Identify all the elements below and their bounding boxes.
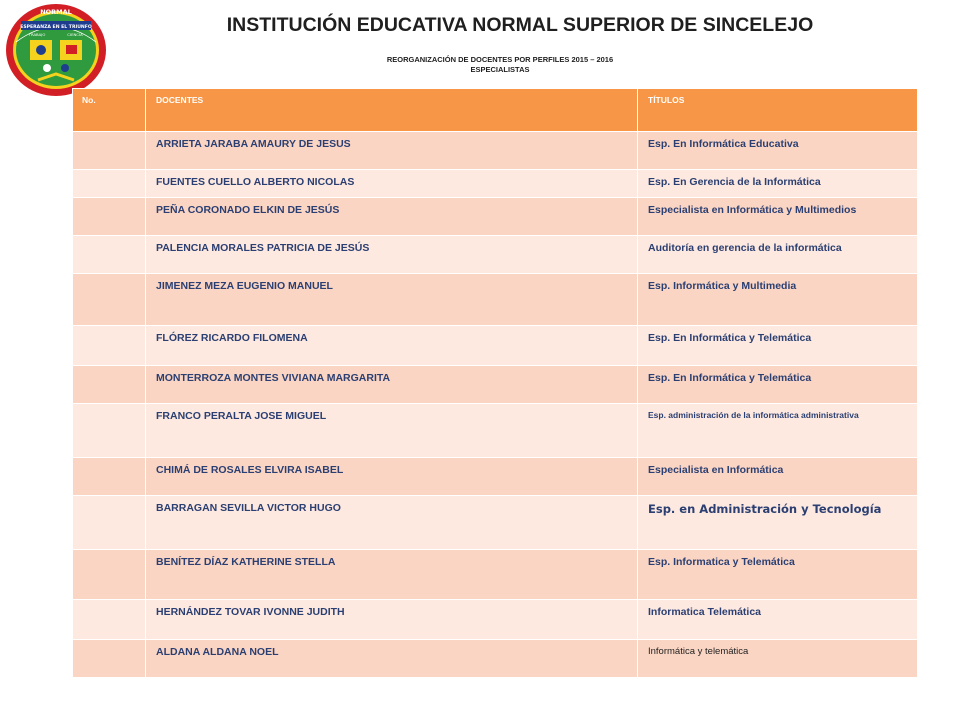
cell-docente: FUENTES CUELLO ALBERTO NICOLAS [146, 170, 638, 198]
cell-no [73, 132, 146, 170]
cell-docente: ARRIETA JARABA AMAURY DE JESUS [146, 132, 638, 170]
cell-titulo: Esp. Informatica y Telemática [638, 550, 918, 600]
cell-no [73, 366, 146, 404]
cell-docente: MONTERROZA MONTES VIVIANA MARGARITA [146, 366, 638, 404]
cell-docente: FLÓREZ RICARDO FILOMENA [146, 326, 638, 366]
logo-left-word: TRABAJO [28, 32, 46, 37]
cell-titulo: Auditoría en gerencia de la informática [638, 236, 918, 274]
cell-titulo: Informática y telemática [638, 640, 918, 678]
table-row [73, 366, 918, 404]
cell-no [73, 236, 146, 274]
cell-titulo: Esp. En Informática y Telemática [638, 326, 918, 366]
cell-docente: PALENCIA MORALES PATRICIA DE JESÚS [146, 236, 638, 274]
cell-docente: CHIMÁ DE ROSALES ELVIRA ISABEL [146, 458, 638, 496]
table-row [73, 640, 918, 678]
table-row [73, 600, 918, 640]
cell-no [73, 550, 146, 600]
cell-no [73, 496, 146, 550]
table-row [73, 326, 918, 366]
cell-no [73, 404, 146, 458]
logo-motto: ESPERANZA EN EL TRIUNFO [20, 25, 92, 30]
cell-titulo: Esp. Informática y Multimedia [638, 274, 918, 326]
cell-no [73, 198, 146, 236]
cell-docente: BARRAGAN SEVILLA VICTOR HUGO [146, 496, 638, 550]
cell-no [73, 640, 146, 678]
cell-titulo: Especialista en Informática y Multimedios [638, 198, 918, 236]
subtitle-line-2: ESPECIALISTAS [470, 65, 530, 74]
table-header-row [73, 89, 918, 132]
cell-no [73, 274, 146, 326]
teachers-table [72, 88, 918, 678]
cell-titulo: Esp. En Informática Educativa [638, 132, 918, 170]
cell-no [73, 326, 146, 366]
header-docentes: DOCENTES [146, 89, 638, 132]
logo-right-word: CIENCIA [67, 32, 83, 37]
logo-ring-text: NORMAL [40, 8, 72, 16]
cell-docente: FRANCO PERALTA JOSE MIGUEL [146, 404, 638, 458]
cell-titulo: Especialista en Informática [638, 458, 918, 496]
table-row [73, 170, 918, 198]
cell-docente: BENÍTEZ DÍAZ KATHERINE STELLA [146, 550, 638, 600]
cell-no [73, 458, 146, 496]
table-row [73, 496, 918, 550]
subtitle-line-1: REORGANIZACIÓN DE DOCENTES POR PERFILES 2015 – 2016 [386, 55, 614, 64]
table-row [73, 404, 918, 458]
table-row [73, 274, 918, 326]
table-row [73, 132, 918, 170]
header-titulos: TÍTULOS [638, 89, 918, 132]
cell-titulo: Informatica Telemática [638, 600, 918, 640]
cell-titulo: Esp. En Informática y Telemática [638, 366, 918, 404]
cell-titulo: Esp. En Gerencia de la Informática [638, 170, 918, 198]
table-row [73, 550, 918, 600]
cell-no [73, 170, 146, 198]
school-logo [4, 2, 108, 98]
cell-docente: JIMENEZ MEZA EUGENIO MANUEL [146, 274, 638, 326]
cell-docente: HERNÁNDEZ TOVAR IVONNE JUDITH [146, 600, 638, 640]
page-subtitle [300, 55, 700, 75]
cell-docente: ALDANA ALDANA NOEL [146, 640, 638, 678]
table-row [73, 236, 918, 274]
cell-no [73, 600, 146, 640]
header-no: No. [73, 89, 146, 132]
cell-titulo: Esp. en Administración y Tecnología [638, 496, 918, 550]
page-title: INSTITUCIÓN EDUCATIVA NORMAL SUPERIOR DE SINCELEJO [226, 14, 814, 36]
table-row [73, 198, 918, 236]
cell-titulo: Esp. administración de la informática administrativa [638, 404, 918, 458]
cell-docente: PEÑA CORONADO ELKIN DE JESÚS [146, 198, 638, 236]
table-row [73, 458, 918, 496]
